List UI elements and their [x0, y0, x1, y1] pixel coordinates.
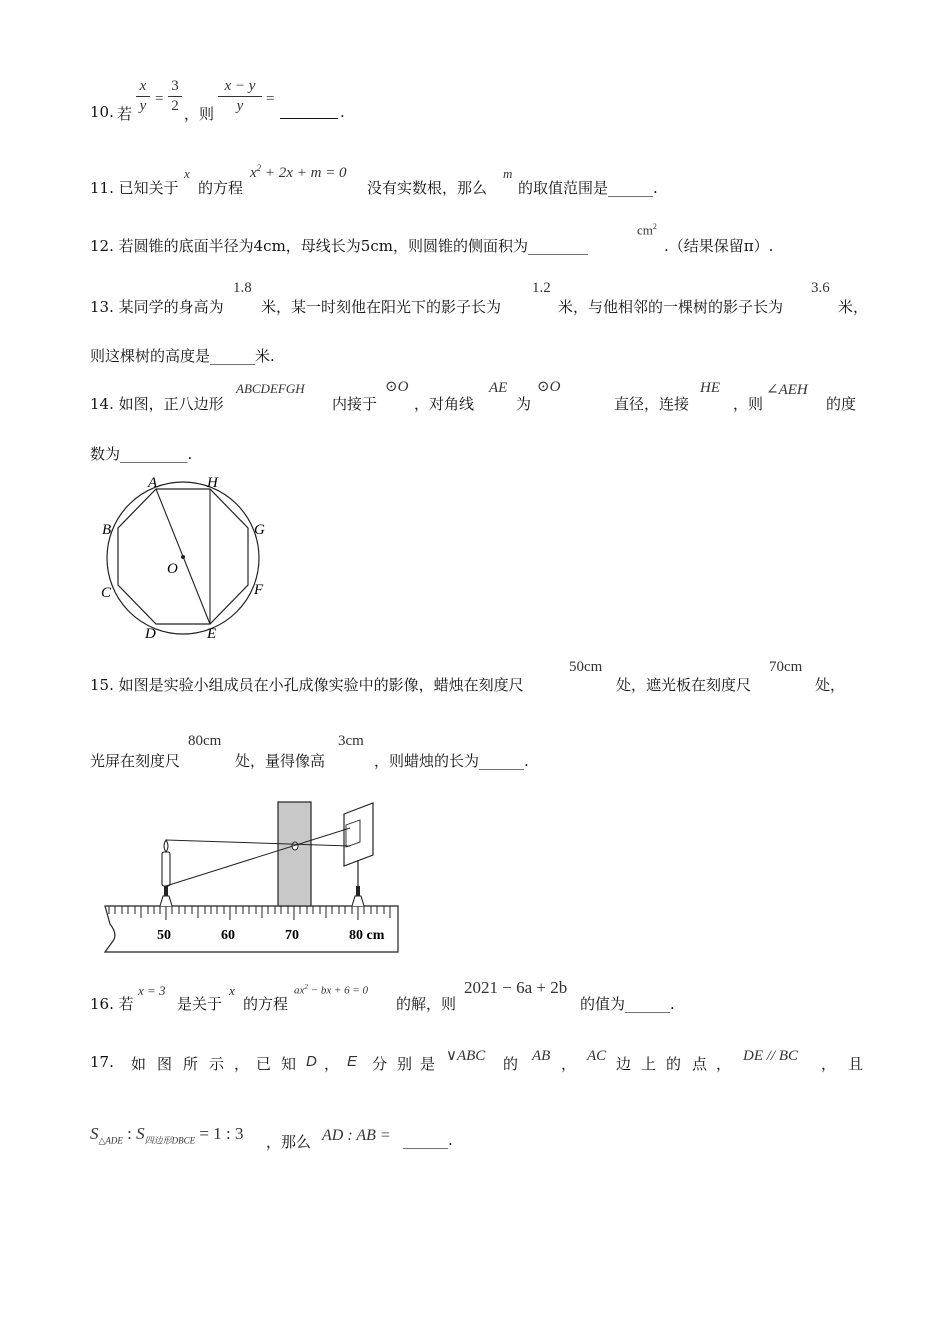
q15-text-3: 处，: [815, 676, 846, 694]
q11-eq-x: x: [250, 165, 257, 181]
q13-value-1: 1.8: [233, 280, 252, 296]
q15-text-5: 处，量得像高: [235, 752, 326, 770]
q11-equation: [250, 163, 347, 182]
candle: [160, 840, 172, 906]
q10-number: 10.: [90, 103, 114, 121]
q15-value-80cm: 80cm: [188, 733, 222, 749]
light-ray-bottom: [166, 828, 350, 886]
q17-s1: S: [90, 1124, 99, 1143]
q17-text-2: ，那么: [266, 1133, 312, 1151]
q17-word: 是: [420, 1055, 436, 1073]
octagon-figure: [95, 468, 285, 648]
ruler-label-50: 50: [157, 928, 171, 943]
q17-comma: ，: [561, 1055, 577, 1073]
q11-var-x: x: [184, 166, 190, 181]
q13-text-4: 米，: [838, 298, 869, 316]
q17-s2-sub: 四边形DBCE: [144, 1135, 196, 1146]
q10-f2-numerator: 3: [171, 78, 179, 94]
q16-text-5: 的值为______.: [580, 995, 675, 1013]
q10-answer-blank: [280, 104, 338, 119]
ruler-label-70: 70: [285, 928, 299, 943]
q15-text-2: 处，遮光板在刻度尺: [616, 676, 752, 694]
q17-s1-sub: △ADE: [98, 1135, 123, 1146]
q17-ratio: = 1 : 3: [195, 1124, 244, 1143]
q16-eq-ax: ax: [294, 984, 305, 997]
q17-parallel: DE // BC: [743, 1048, 798, 1064]
q14-text-3: ，对角线: [414, 395, 475, 413]
label-f: F: [254, 582, 264, 598]
q17-word: ，: [234, 1055, 250, 1073]
q17-s2: S: [136, 1124, 145, 1143]
q14-circle-o-2: ⊙O: [537, 379, 561, 395]
q17-word: 图: [157, 1055, 173, 1073]
q17-point-e: E: [347, 1053, 358, 1070]
q16-var-x: x: [229, 983, 235, 998]
q11-text-2: 的方程: [198, 179, 244, 197]
q16-condition: x = 3: [138, 983, 166, 998]
q17-word: 如: [131, 1055, 147, 1073]
q16-text-2: 是关于: [177, 995, 223, 1013]
q17-word: 的: [666, 1055, 682, 1073]
q10-f3-numerator: x − y: [224, 78, 256, 94]
q17-word: 分: [372, 1055, 388, 1073]
q16-eq-sup: 2: [304, 983, 308, 991]
q11-var-m: m: [503, 166, 513, 181]
q16-equation: [294, 983, 368, 997]
q17-word: 上: [641, 1055, 657, 1073]
q14-text-1: 14. 如图，正八边形: [90, 395, 224, 413]
q14-text-7: 的度: [826, 395, 857, 413]
q10-period: .: [340, 103, 345, 121]
q16-expression: 2021 − 6a + 2b: [464, 978, 568, 997]
label-o: O: [167, 561, 178, 577]
q17-number: 17.: [90, 1053, 114, 1071]
q10-fraction-xmy-over-y: [218, 78, 262, 115]
q10-f2-denominator: 2: [171, 98, 179, 114]
q14-line-2: 数为_________.: [90, 445, 193, 463]
label-h: H: [207, 475, 218, 491]
q14-text-6: ，则: [733, 395, 764, 413]
label-b: B: [102, 522, 112, 538]
q16-text-3: 的方程: [243, 995, 289, 1013]
q11-text-3: 没有实数根，那么: [367, 179, 488, 197]
q16-eq-rest: − bx + 6 = 0: [307, 984, 369, 997]
q13-line-2: 则这棵树的高度是______米.: [90, 347, 275, 365]
q14-text-4: 为: [516, 395, 532, 413]
q10-ze: ，则: [184, 105, 215, 123]
q17-de: 的: [503, 1055, 519, 1073]
q10-f1-numerator: x: [139, 78, 147, 94]
q17-comma: ，: [821, 1055, 837, 1073]
q14-text-2: 内接于: [332, 395, 378, 413]
center-point: [181, 555, 185, 559]
q10-equals-2: =: [266, 91, 275, 107]
q12-text-1: 12. 若圆锥的底面半径为4cm，母线长为5cm，则圆锥的侧面积为________: [90, 237, 588, 255]
q13-text-2: 米，某一时刻他在阳光下的影子长为: [261, 298, 502, 316]
q17-colon: :: [122, 1124, 137, 1143]
q17-comma: ，: [324, 1055, 340, 1073]
q17-side-ab: AB: [532, 1048, 551, 1064]
q15-text-6: ，则蜡烛的长为______.: [374, 752, 529, 770]
q11-text-1: 11. 已知关于: [90, 179, 179, 197]
q17-word: 点: [692, 1055, 708, 1073]
q17-word: ，: [716, 1055, 732, 1073]
q14-angle-aeh: ∠AEH: [766, 382, 808, 398]
q13-value-2: 1.2: [532, 280, 551, 296]
q11-eq-rest: + 2x + m = 0: [261, 165, 347, 181]
q10-f3-denominator: y: [236, 98, 244, 114]
shading-board: [278, 802, 311, 906]
q14-polygon-name: ABCDEFGH: [236, 381, 305, 396]
q17-word: 边: [616, 1055, 632, 1073]
q15-value-50cm: 50cm: [569, 659, 603, 675]
q12-text-2: .（结果保留π）.: [664, 237, 774, 255]
q17-qie: 且: [848, 1055, 864, 1073]
label-c: C: [101, 585, 112, 601]
q12-unit-sup: 2: [652, 222, 657, 231]
q14-circle-o-1: ⊙O: [385, 379, 409, 395]
q13-text-3: 米，与他相邻的一棵树的影子长为: [558, 298, 784, 316]
q10-ruo: 若: [117, 105, 133, 123]
q13-value-3: 3.6: [811, 280, 830, 296]
q11-text-4: 的取值范围是______.: [518, 179, 658, 197]
ruler-label-80cm: 80 cm: [349, 928, 385, 943]
q15-text-1: 15. 如图是实验小组成员在小孔成像实验中的影像，蜡烛在刻度尺: [90, 676, 524, 694]
q17-answer-blank: ______.: [403, 1131, 453, 1149]
q12-unit: [637, 222, 657, 238]
q14-diagonal-ae: AE: [489, 380, 508, 396]
q10-f1-denominator: y: [139, 98, 147, 114]
q17-area-ratio: [90, 1124, 243, 1146]
q12-unit-cm: cm: [637, 222, 653, 238]
q17-word: 别: [397, 1055, 413, 1073]
q15-value-3cm: 3cm: [338, 733, 364, 749]
q15-value-70cm: 70cm: [769, 659, 803, 675]
q10-equals-1: =: [155, 91, 164, 107]
q10-fraction-x-over-y: [136, 78, 150, 115]
q11-eq-sup: 2: [256, 163, 262, 173]
label-d: D: [145, 626, 156, 642]
pinhole-figure: [100, 800, 405, 960]
label-g: G: [254, 522, 265, 538]
q14-segment-he: HE: [700, 380, 720, 396]
q17-word: 示: [209, 1055, 225, 1073]
q17-word: 已: [256, 1055, 272, 1073]
ruler-label-60: 60: [221, 928, 235, 943]
screen: [344, 803, 373, 906]
q17-point-d: D: [306, 1053, 317, 1070]
q17-ratio-ad-ab: AD : AB =: [322, 1127, 391, 1144]
q16-text-1: 16. 若: [90, 995, 134, 1013]
q16-text-4: 的解，则: [396, 995, 457, 1013]
q13-text-1: 13. 某同学的身高为: [90, 298, 224, 316]
q15-text-4: 光屏在刻度尺: [90, 752, 181, 770]
q17-side-ac: AC: [587, 1048, 607, 1064]
q10-fraction-3-over-2: [168, 78, 182, 115]
label-a: A: [148, 475, 158, 491]
q14-text-5: 直径，连接: [614, 395, 690, 413]
q17-word: 所: [183, 1055, 199, 1073]
light-ray-top: [166, 840, 350, 846]
q17-word: 知: [281, 1055, 297, 1073]
label-e: E: [207, 626, 217, 642]
q17-triangle: ∨ABC: [446, 1048, 486, 1064]
